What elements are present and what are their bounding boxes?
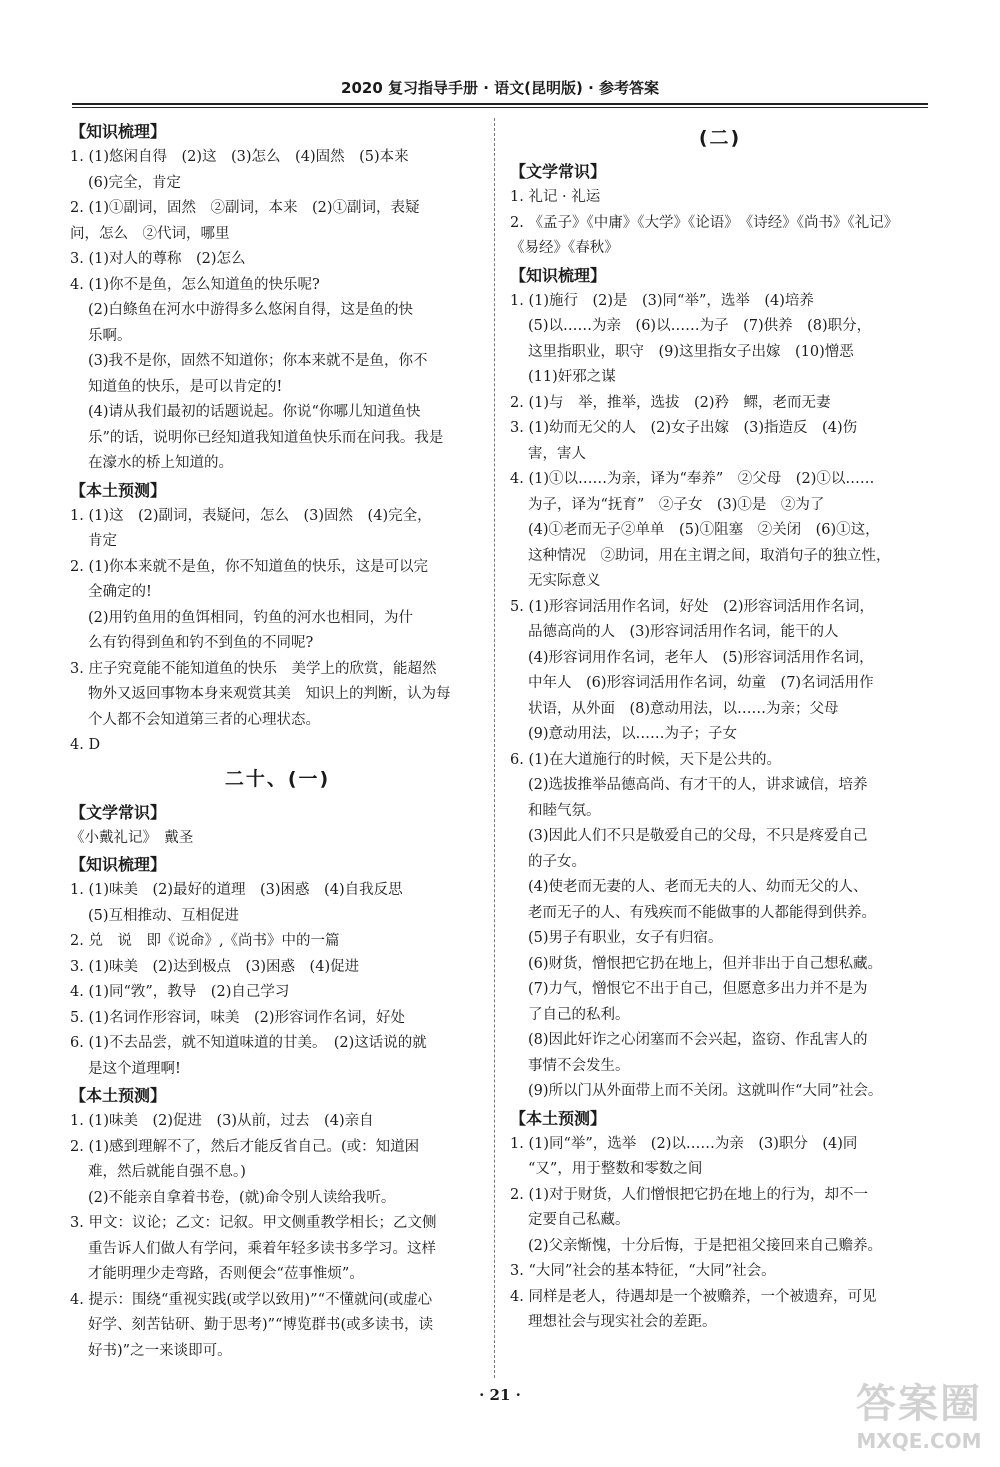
answer-line-continued: 《易经》《春秋》 <box>510 240 619 256</box>
answer-line-continued: 肯定 <box>88 533 117 549</box>
answer-line: 3. “大同”社会的基本特征，“大同”社会。 <box>510 1263 776 1279</box>
answer-line-continued: (2)不能亲自拿着书卷，(就)命令别人读给我听。 <box>88 1189 396 1206</box>
answer-line: 2. 兑 说 即《说命》,《尚书》中的一篇 <box>70 933 340 949</box>
answer-line-continued: (4)请从我们最初的话题说起。你说“你哪儿知道鱼快 <box>88 404 421 420</box>
answer-line: 3. 甲文：议论；乙文：记叙。甲文侧重教学相长；乙文侧 <box>70 1215 437 1231</box>
answer-line-continued: 么有钓得到鱼和钓不到鱼的不同呢? <box>88 635 314 651</box>
answer-line: 1. (1)施行 (2)是 (3)同“举”，选举 (4)培养 <box>510 292 814 309</box>
answer-line-continued: 全确定的! <box>88 584 152 600</box>
answer-line-continued: 的子女。 <box>528 853 586 870</box>
section-heading: 【知识梳理】 <box>70 855 167 874</box>
answer-line-continued: (7)力气，憎恨它不出于自己，但愿意多出力并不是为 <box>528 981 868 997</box>
answer-line: 2. (1)与 举，推举，选拔 (2)矜 鳏，老而无妻 <box>510 394 831 411</box>
answer-line-continued: 是这个道理啊! <box>88 1060 181 1077</box>
answer-line-continued: (2)用钓鱼用的鱼饵相同，钓鱼的河水也相同，为什 <box>88 609 414 626</box>
answer-line: 1. (1)悠闲自得 (2)这 (3)怎么 (4)固然 (5)本来 <box>70 149 409 165</box>
answer-line-continued: (2)父亲惭愧，十分后悔，于是把祖父接回来自己赡养。 <box>528 1237 883 1254</box>
section-heading: 【本土预测】 <box>510 1108 607 1128</box>
section-heading: 【知识梳理】 <box>70 122 167 141</box>
answer-line-continued: (5)男子有职业，女子有归宿。 <box>528 930 723 946</box>
answer-line-continued: 物外又返回事物本身来观赏其美 知识上的判断，认为每 <box>88 686 451 702</box>
answer-line: 3. 庄子究竟能不能知道鱼的快乐 美学上的欣赏，能超然 <box>70 660 437 677</box>
answer-line-continued: 和睦气氛。 <box>528 802 601 819</box>
answer-line-continued: “又”，用于整数和零数之间 <box>528 1161 703 1177</box>
answer-line-continued: 问，怎么 ②代词，哪里 <box>70 225 230 242</box>
answer-line-continued: (11)奸邪之谋 <box>528 369 616 385</box>
answer-line: 4. (1)同“敩”，教导 (2)自己学习 <box>70 984 290 1000</box>
page-number: · 21 · <box>479 1386 521 1404</box>
answer-line-continued: (5)以……为亲 (6)以……为子 (7)供养 (8)职分， <box>528 318 872 334</box>
answer-line: 4. (1)你不是鱼，怎么知道鱼的快乐呢? <box>70 276 320 293</box>
answer-line-continued: (9)所以门从外面带上而不关闭。这就叫作“大同”社会。 <box>528 1083 883 1099</box>
answer-line-continued: (6)完全，肯定 <box>88 174 182 191</box>
answer-line: 1. (1)同“举”，选举 (2)以……为亲 (3)职分 (4)同 <box>510 1135 858 1152</box>
answer-line-continued: 中年人 (6)形容词活用作名词，幼童 (7)名词活用作 <box>528 675 874 691</box>
answer-line-continued: 害，害人 <box>528 445 586 462</box>
answer-line: 6. (1)不去品尝，就不知道味道的甘美。 (2)这话说的就 <box>70 1035 427 1051</box>
answer-line: 5. (1)形容词活用作名词，好处 (2)形容词活用作名词， <box>510 598 875 615</box>
left-column <box>70 118 485 1364</box>
answer-line: 2. (1)①副词，固然 ②副词，本来 (2)①副词，表疑 <box>70 200 420 216</box>
answer-line-continued: 个人都不会知道第三者的心理状态。 <box>88 711 320 728</box>
answer-line: 3. (1)味美 (2)达到极点 (3)困惑 (4)促进 <box>70 958 360 975</box>
answer-line-continued: 无实际意义 <box>528 573 601 589</box>
answer-line-continued: (4)使老而无妻的人、老而无夫的人、幼而无父的人、 <box>528 879 868 895</box>
column-divider <box>494 118 495 1378</box>
section-heading: 【文学常识】 <box>70 802 167 822</box>
header-rule <box>72 103 928 105</box>
section-heading: 【知识梳理】 <box>510 265 607 285</box>
answer-line: 1. (1)这 (2)副词，表疑问，怎么 (3)固然 (4)完全， <box>70 507 432 524</box>
watermark-logo <box>856 1372 982 1453</box>
answer-line-continued: 乐”的话，说明你已经知道我知道鱼快乐而在问我。我是 <box>88 429 444 446</box>
answer-line-continued: 为子，译为“抚育” ②子女 (3)①是 ②为了 <box>528 496 825 513</box>
answer-line-continued: (4)形容词用作名词，老年人 (5)形容词活用作名词， <box>528 649 874 666</box>
answer-line-continued: 定要自己私藏。 <box>528 1212 630 1228</box>
answer-line-continued: 事情不会发生。 <box>528 1057 630 1074</box>
answer-line: 5. (1)名词作形容词，味美 (2)形容词作名词，好处 <box>70 1009 406 1026</box>
answer-line: 2. (1)你本来就不是鱼，你不知道鱼的快乐，这是可以完 <box>70 558 428 575</box>
answer-line-continued: 乐啊。 <box>88 327 132 344</box>
answer-line: 1. (1)味美 (2)最好的道理 (3)困惑 (4)自我反思 <box>70 882 403 898</box>
answer-line-continued: (2)选拔推举品德高尚、有才干的人，讲求诚信，培养 <box>528 777 868 793</box>
right-column <box>510 118 930 1336</box>
answer-line-continued: (6)财货，憎恨把它扔在地上，但并非出于自己想私藏。 <box>528 955 883 972</box>
answer-line-continued: 品德高尚的人 (3)形容词活用作名词，能干的人 <box>528 624 839 640</box>
answer-line-continued: (8)因此奸诈之心闭塞而不会兴起，盗窃、作乱害人的 <box>528 1032 868 1048</box>
answer-line: 6. (1)在大道施行的时候，天下是公共的。 <box>510 751 781 768</box>
section-heading: 【本土预测】 <box>70 480 167 500</box>
answer-line-continued: 在濠水的桥上知道的。 <box>88 455 233 471</box>
answer-line-continued: 重告诉人们做人有学问，乘着年轻多读书多学习。这样 <box>88 1240 436 1257</box>
header-rule-thin <box>72 107 928 108</box>
answer-line-continued: 好学、刻苦钻研、勤于思考)”“博览群书(或多读书，读 <box>88 1317 434 1333</box>
answer-line-continued: 这种情况 ②助词，用在主谓之间，取消句子的独立性， <box>528 547 891 564</box>
answer-line: 2. 《孟子》《中庸》《大学》《论语》 《诗经》《尚书》《礼记》 <box>510 214 899 231</box>
answer-line-continued: (3)我不是你，固然不知道你；你本来就不是鱼，你不 <box>88 353 428 369</box>
section-heading: 【文学常识】 <box>510 162 607 181</box>
answer-line-continued: 难，然后就能自强不息。) <box>88 1164 246 1180</box>
answer-line: 2. (1)对于财货，人们憎恨把它扔在地上的行为，却不一 <box>510 1186 868 1203</box>
answer-line: 4. 同样是老人，待遇却是一个被赡养，一个被遗弃，可见 <box>510 1288 877 1305</box>
page-header: 2020 复习指导手册 · 语文(昆明版) · 参考答案 <box>341 79 659 97</box>
answer-line-continued: 了自己的私利。 <box>528 1006 630 1023</box>
answer-line-continued: 好书)”之一来谈即可。 <box>88 1342 232 1359</box>
answer-line: 1. (1)味美 (2)促进 (3)从前，过去 (4)亲自 <box>70 1113 374 1129</box>
answer-line-continued: (3)因此人们不只是敬爱自己的父母，不只是疼爱自己 <box>528 828 868 844</box>
answer-line-continued: 这里指职业，职守 (9)这里指女子出嫁 (10)憎恶 <box>528 343 854 360</box>
section-heading: 【本土预测】 <box>70 1086 167 1105</box>
answer-line: 4. 提示：围绕“重视实践(或学以致用)”“不懂就问(或虚心 <box>70 1291 433 1308</box>
answer-line-continued: (5)互相推动、互相促进 <box>88 907 240 924</box>
answer-line: 3. (1)对人的尊称 (2)怎么 <box>70 251 246 267</box>
answer-line-continued: 理想社会与现实社会的差距。 <box>528 1314 717 1330</box>
answer-line-continued: 知道鱼的快乐，是可以肯定的! <box>88 378 283 395</box>
answer-line: 3. (1)幼而无父的人 (2)女子出嫁 (3)指造反 (4)伤 <box>510 420 858 436</box>
answer-line-continued: 才能明理少走弯路，否则便会“莅事惟烦”。 <box>88 1266 364 1282</box>
lesson-title: 二十、(一) <box>224 767 331 790</box>
answer-line-continued: 老而无子的人、有残疾而不能做事的人都能得到供养。 <box>528 904 876 921</box>
watermark-site: MXQE.COM <box>856 1429 982 1453</box>
answer-line-continued: 状语，从外面 (8)意动用法，以……为亲；父母 <box>528 700 839 717</box>
answer-line-continued: 《小戴礼记》 戴圣 <box>70 829 194 846</box>
watermark-main: 答案圈 <box>856 1381 982 1427</box>
answer-line: 1. 礼记 · 礼运 <box>510 189 601 205</box>
answer-line-continued: (4)①老而无子②单单 (5)①阻塞 ②关闭 (6)①这， <box>528 522 880 538</box>
answer-line: 2. (1)感到理解不了，然后才能反省自己。(或：知道困 <box>70 1138 420 1155</box>
answer-line: 4. (1)①以……为亲，译为“奉养” ②父母 (2)①以…… <box>510 471 875 487</box>
answer-line: 4. D <box>70 737 101 753</box>
answer-line-continued: (2)白鲦鱼在河水中游得多么悠闲自得，这是鱼的快 <box>88 302 414 318</box>
answer-line-continued: (9)意动用法，以……为子；子女 <box>528 726 738 742</box>
lesson-title: (二) <box>698 127 742 149</box>
